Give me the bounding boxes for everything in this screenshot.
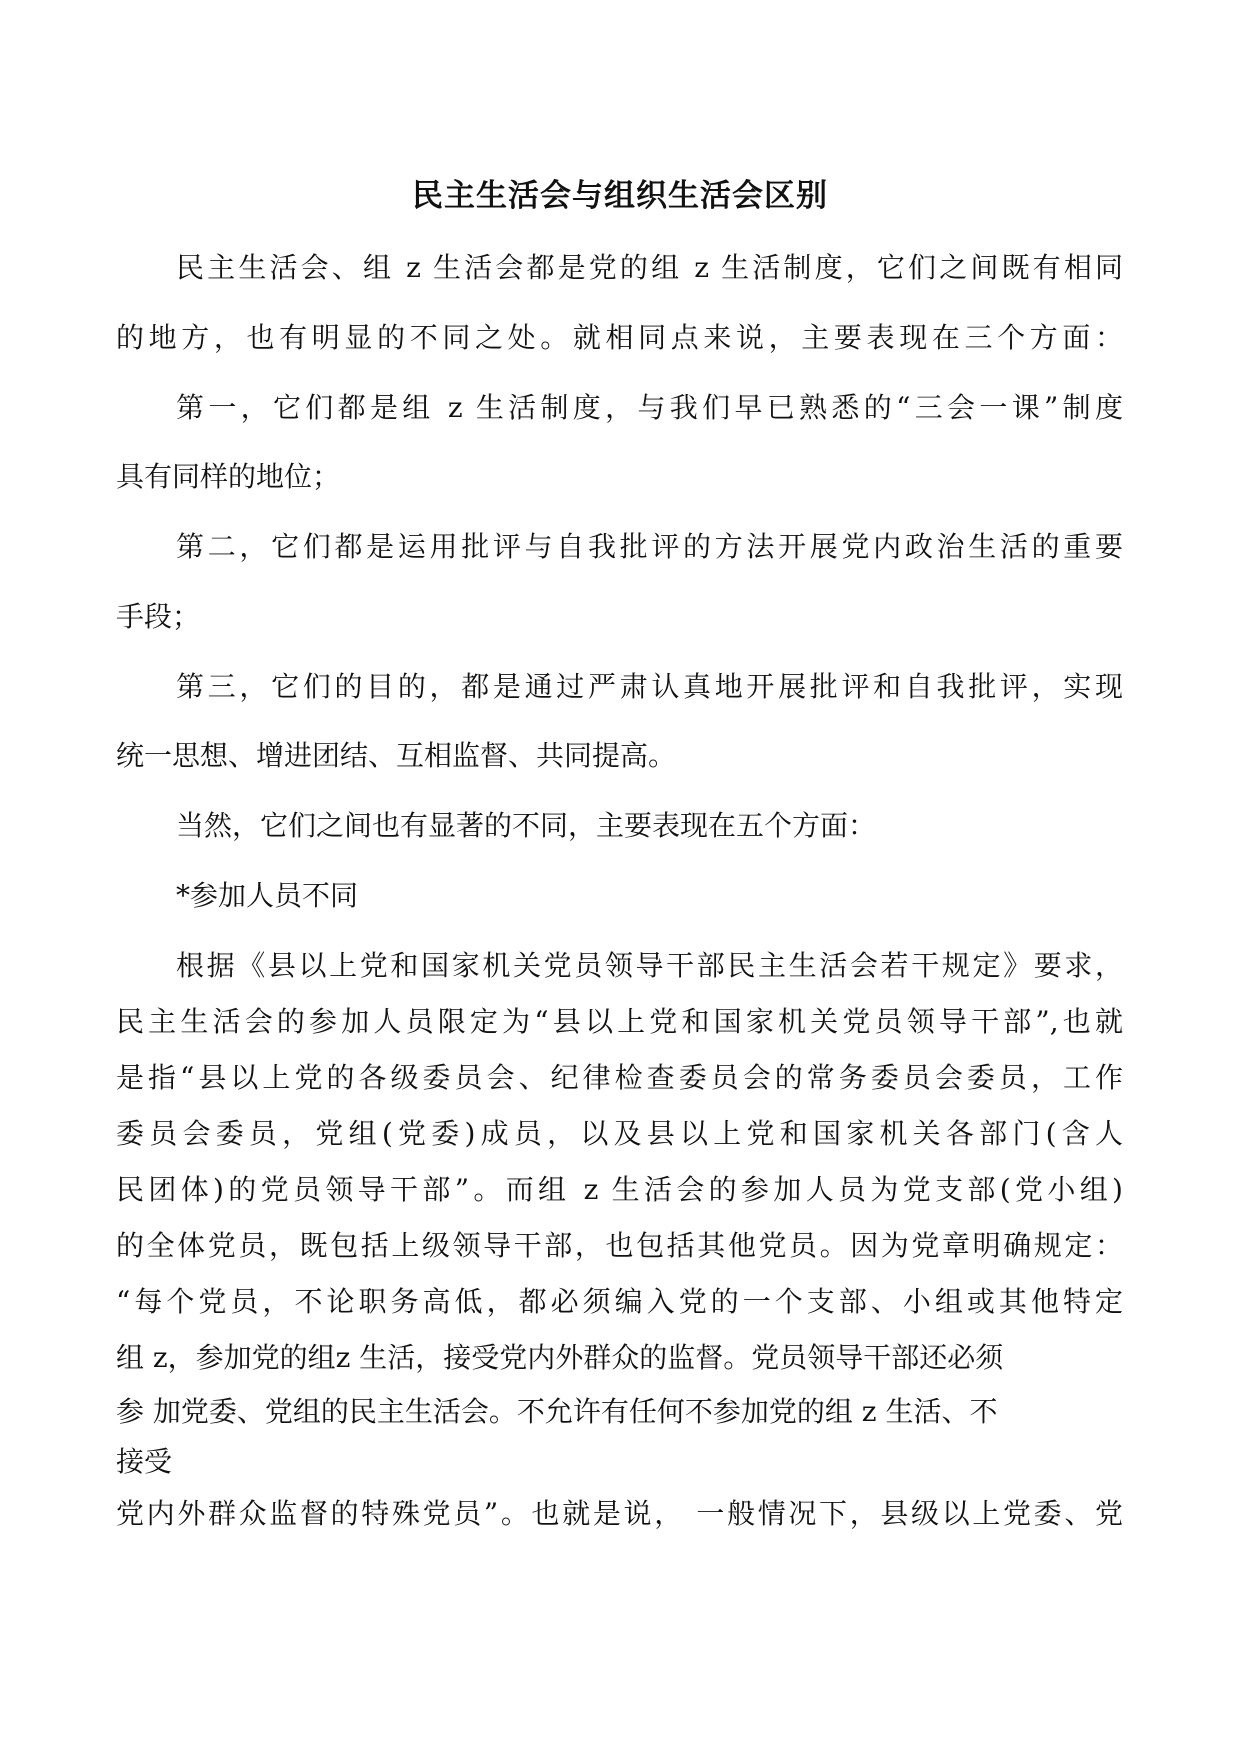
paragraph-line: 民团体)的党员领导干部”。而组 z 生活会的参加人员为党支部(党小组) bbox=[116, 1173, 1123, 1206]
paragraph-line: 第一，它们都是组 z 生活制度，与我们早已熟悉的“三会一课”制度 bbox=[176, 391, 1123, 424]
paragraph-line: 第二，它们都是运用批评与自我批评的方法开展党内政治生活的重要 bbox=[176, 530, 1123, 563]
paragraph-line: 民主生活会的参加人员限定为“县以上党和国家机关党员领导干部”,也就 bbox=[116, 1005, 1123, 1038]
paragraph-line: 当然，它们之间也有显著的不同，主要表现在五个方面： bbox=[176, 809, 877, 842]
paragraph-line: 党内外群众监督的特殊党员”。也就是说， 一般情况下，县级以上党委、党 bbox=[116, 1497, 1123, 1530]
paragraph-line: 手段； bbox=[116, 600, 201, 633]
paragraph-line: 接受 bbox=[116, 1445, 173, 1478]
paragraph-line: 根据《县以上党和国家机关党员领导干部民主生活会若干规定》要求， bbox=[176, 949, 1123, 982]
paragraph-line: 是指“县以上党的各级委员会、纪律检查委员会的常务委员会委员，工作 bbox=[116, 1061, 1123, 1094]
paragraph-line: 委员会委员，党组(党委)成员，以及县以上党和国家机关各部门(含人 bbox=[116, 1117, 1123, 1150]
paragraph-line: “每个党员，不论职务高低，都必须编入党的一个支部、小组或其他特定 bbox=[116, 1285, 1123, 1318]
paragraph-line: 统一思想、增进团结、互相监督、共同提高。 bbox=[116, 739, 677, 772]
paragraph-line: 参 加党委、党组的民主生活会。不允许有任何不参加党的组 z 生活、不 bbox=[116, 1395, 998, 1428]
paragraph-line: 第三，它们的目的，都是通过严肃认真地开展批评和自我批评，实现 bbox=[176, 670, 1123, 703]
document-title: 民主生活会与组织生活会区别 bbox=[412, 178, 828, 214]
paragraph-line: 的地方，也有明显的不同之处。就相同点来说，主要表现在三个方面： bbox=[116, 321, 1123, 354]
paragraph-line: 具有同样的地位； bbox=[116, 460, 341, 493]
paragraph-line: 的全体党员，既包括上级领导干部，也包括其他党员。因为党章明确规定： bbox=[116, 1229, 1123, 1262]
paragraph-line: 民主生活会、组 z 生活会都是党的组 z 生活制度，它们之间既有相同 bbox=[176, 251, 1123, 284]
paragraph-line: 组 z，参加党的组z 生活，接受党内外群众的监督。党员领导干部还必须 bbox=[116, 1341, 1004, 1374]
section-heading: *参加人员不同 bbox=[176, 879, 359, 912]
